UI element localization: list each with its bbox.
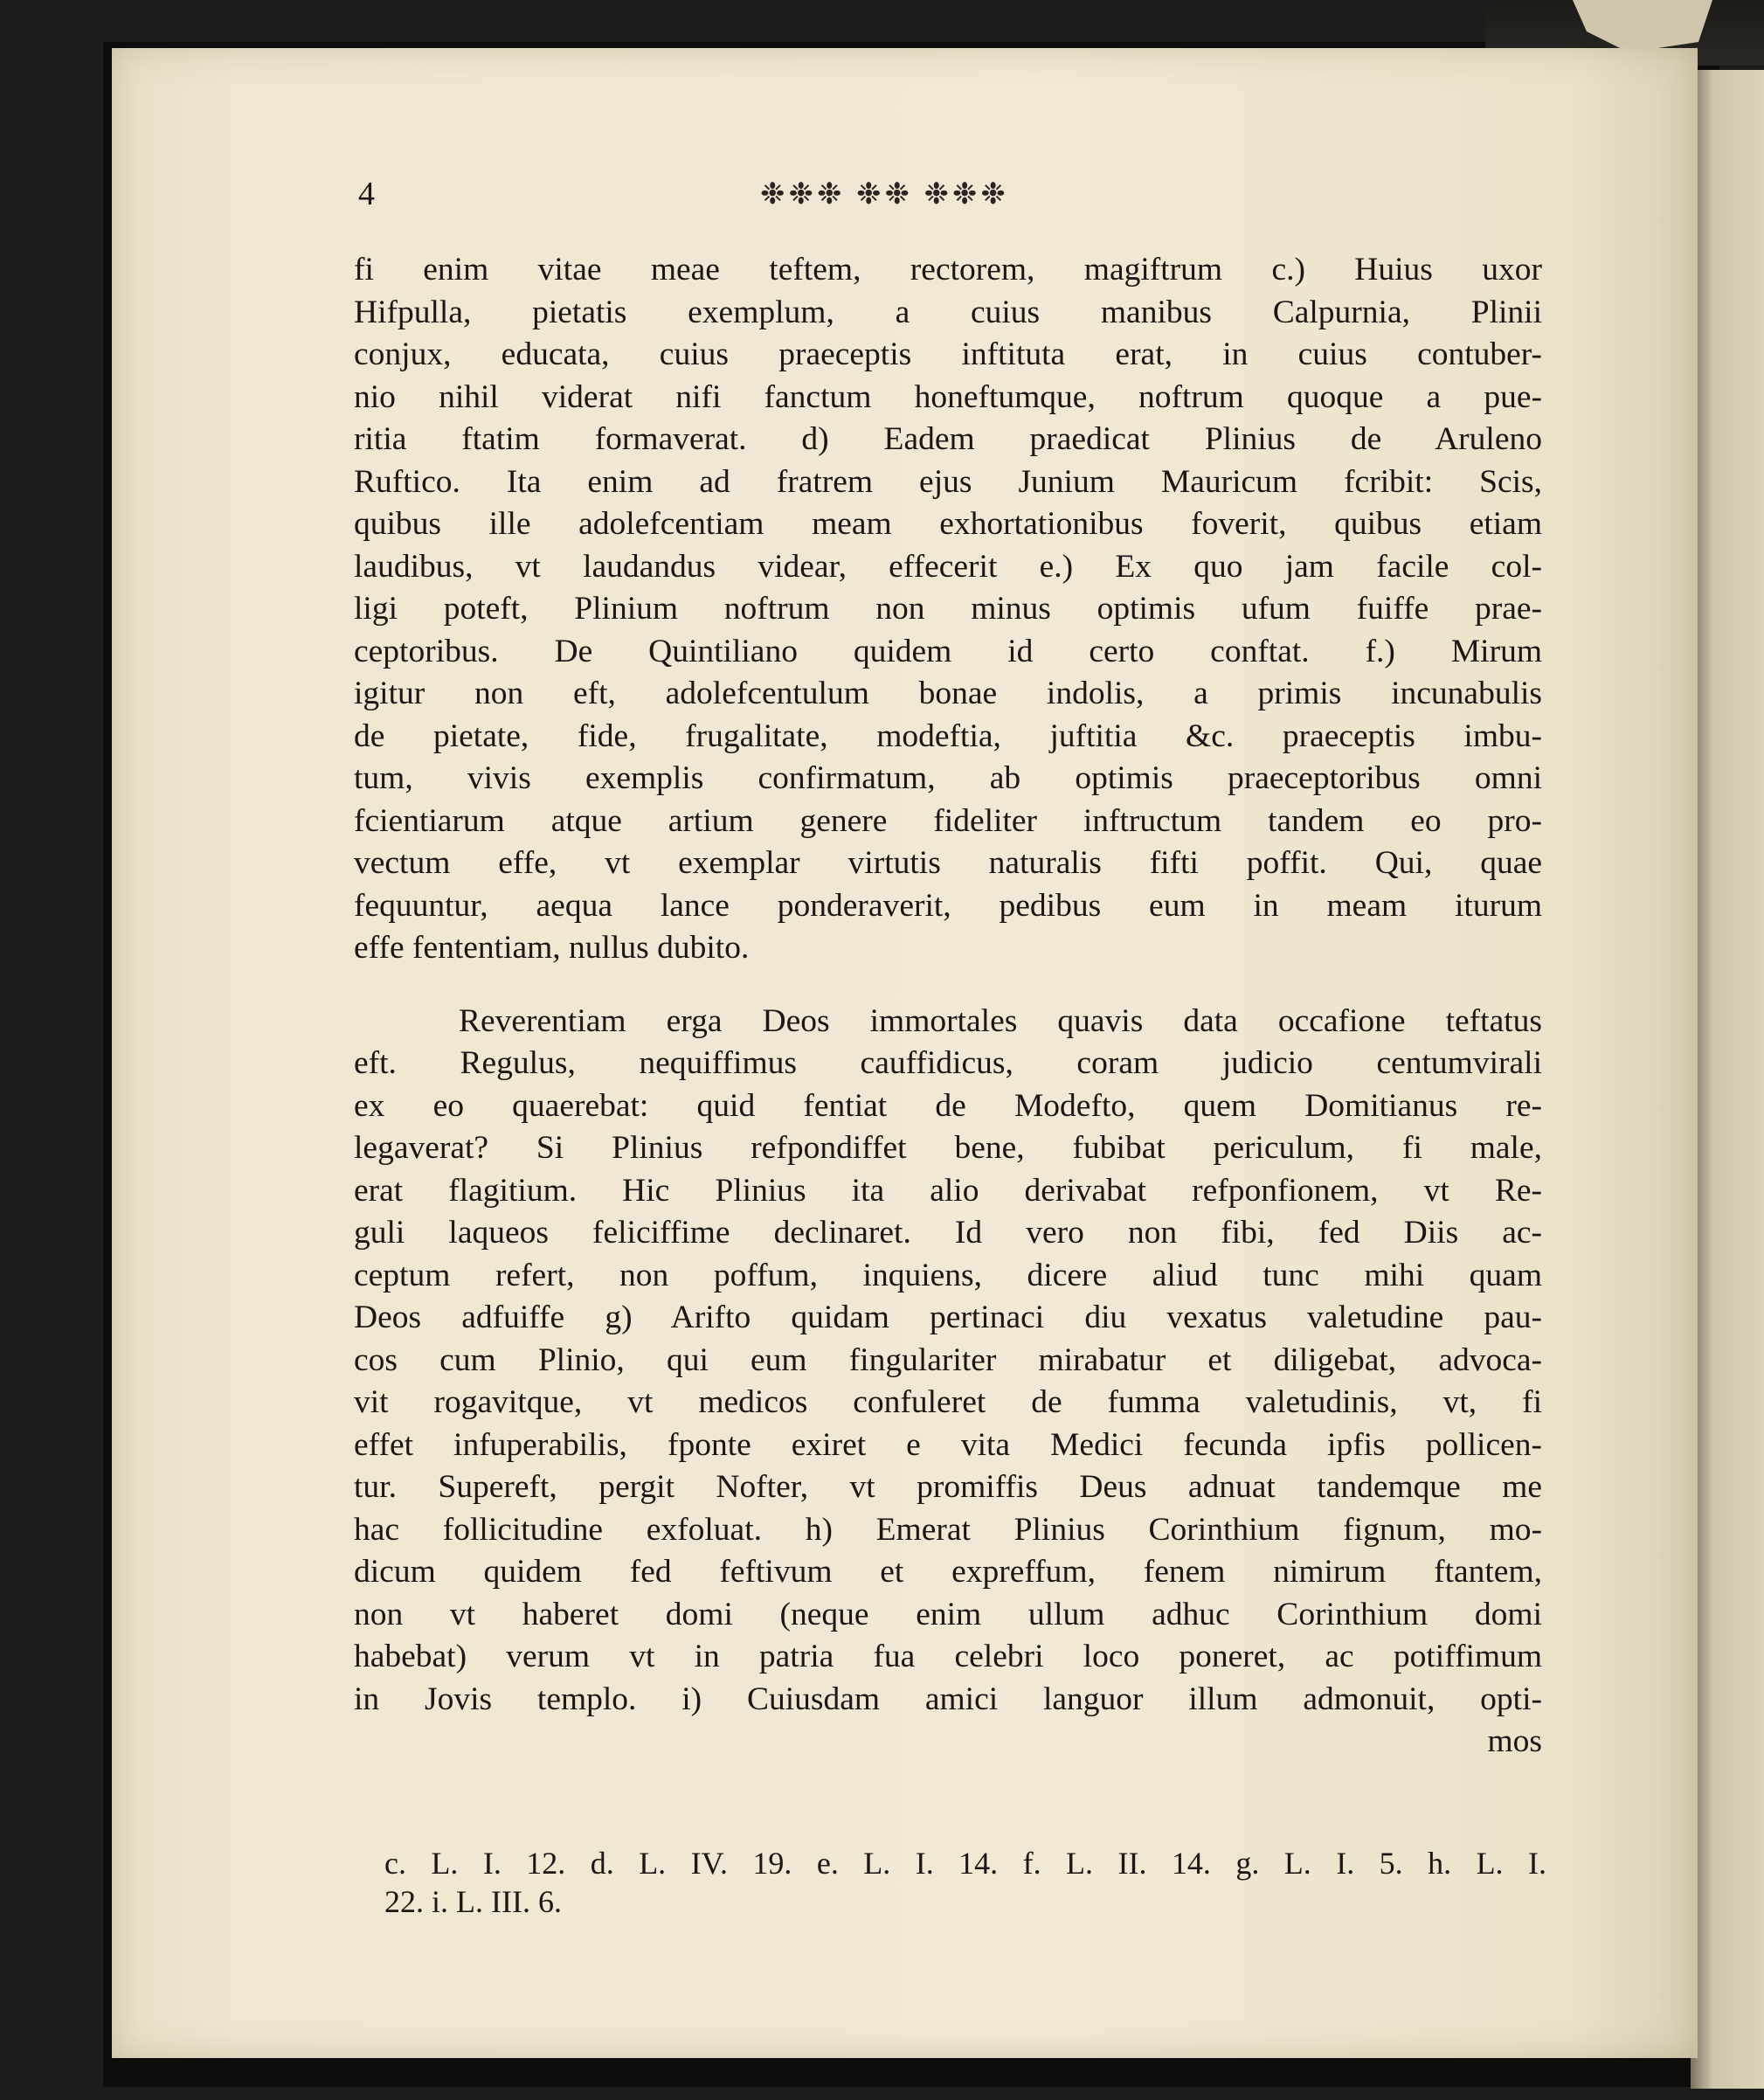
next-page-edge [1691,70,1764,2089]
text-line: Ruftico. Ita enim ad fratrem ejus Junium Mauricum fcribit: Scis, [354,463,1542,500]
text-line: ritia ftatim formaverat. d) Eadem praedicat Plinius de Aruleno [354,421,1542,457]
text-line: quibus ille adolefcentiam meam exhortationibus foverit, quibus etiam [354,506,1542,542]
text-line: eft. Regulus, nequiffimus cauffidicus, coram judicio centumvirali [354,1045,1542,1081]
text-line: dicum quidem fed feftivum et expreffum, fenem nimirum ftantem, [354,1554,1542,1590]
text-line: tur. Supereft, pergit Nofter, vt promiffis Deus adnuat tandemque me [354,1469,1542,1505]
text-line: ceptoribus. De Quintiliano quidem id certo conftat. f.) Mirum [354,633,1542,669]
text-line: fi enim vitae meae teftem, rectorem, magiftrum c.) Huius uxor [354,252,1542,288]
text-line: ex eo quaerebat: quid fentiat de Modefto, quem Domitianus re- [354,1087,1542,1124]
text-line: ceptum refert, non poffum, inquiens, dicere aliud tunc mihi quam [354,1257,1542,1293]
catchword: mos [1487,1723,1542,1759]
text-line: non vt haberet domi (neque enim ullum adhuc Corinthium domi [354,1596,1542,1632]
text-line: effe fententiam, nullus dubito. [354,930,750,966]
footnotes [384,1844,1546,1921]
text-line: habebat) verum vt in patria fua celebri loco poneret, ac potiffimum [354,1639,1542,1674]
text-line: effet infuperabilis, fponte exiret e vita Medici fecunda ipfis pollicen- [354,1426,1542,1463]
text-line: vectum effe, vt exemplar virtutis naturalis fifti poffit. Qui, quae [354,845,1542,881]
footnote-line: c. L. I. 12. d. L. IV. 19. e. L. I. 14. f. L. II. 14. g. L. I. 5. h. L. I. [384,1846,1546,1881]
text-line: nio nihil viderat nifi fanctum honeftumque, noftrum quoque a pue- [354,378,1542,415]
text-line: erat flagitium. Hic Plinius ita alio derivabat refponfionem, vt Re- [354,1172,1542,1209]
text-line: Reverentiam erga Deos immortales quavis data occafione teftatus [459,1002,1542,1039]
text-line: guli laqueos feliciffime declinaret. Id vero non fibi, fed Diis ac- [354,1215,1542,1251]
page-header [358,175,1546,218]
text-line: de pietate, fide, frugalitate, modeftia, juftitia &c. praeceptis imbu- [354,717,1542,754]
text-line: igitur non eft, adolefcentulum bonae indolis, a primis incunabulis [354,676,1542,711]
text-line: fcientiarum atque artium genere fideliter inftructum tandem eo pro- [354,802,1542,839]
footnote-line: 22. i. L. III. 6. [384,1884,562,1919]
text-line: laudibus, vt laudandus videar, effecerit e.) Ex quo jam facile col- [354,548,1542,585]
text-line: in Jovis templo. i) Cuiusdam amici languor illum admonuit, opti- [354,1681,1542,1717]
text-line: cos cum Plinio, qui eum fingulariter mirabatur et diligebat, advoca- [354,1341,1542,1378]
paragraph-gap [354,970,1542,1001]
text-line: vit rogavitque, vt medicos confuleret de fumma valetudinis, vt, fi [354,1384,1542,1420]
text-line: hac follicitudine exfoluat. h) Emerat Plinius Corinthium fignum, mo- [354,1511,1542,1548]
text-line: legaverat? Si Plinius refpondiffet bene, fubibat periculum, fi male, [354,1130,1542,1166]
text-line: Hifpulla, pietatis exemplum, a cuius manibus Calpurnia, Plinii [354,294,1542,330]
text-line: Deos adfuiffe g) Arifto quidam pertinaci diu vexatus valetudine pau- [354,1300,1542,1335]
page-number: 4 [358,176,375,212]
body-text [354,249,1542,1764]
text-line: fequuntur, aequa lance ponderaverit, pedibus eum in meam iturum [354,887,1542,924]
header-ornament: ❉❉❉ ❉❉ ❉❉❉ [760,178,1009,211]
text-line: tum, vivis exemplis confirmatum, ab optimis praeceptoribus omni [354,760,1542,796]
text-line: ligi poteft, Plinium noftrum non minus optimis ufum fuiffe prae- [354,591,1542,627]
text-line: conjux, educata, cuius praeceptis inftituta erat, in cuius contuber- [354,336,1542,372]
